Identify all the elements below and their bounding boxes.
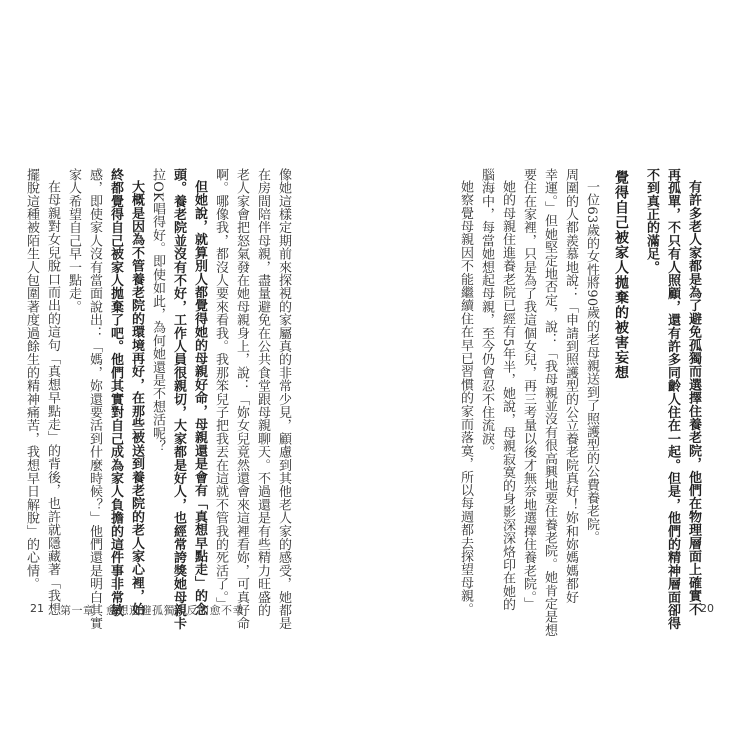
text-column: 在房間陪伴母親，盡量避免在公共食堂跟母親聊天。不過還是有些精力旺盛的 [255, 168, 270, 617]
text-column-emphasis: 大概是因為不管養老院的環境再好，在那些被送到養老院的老人家心裡，始 [129, 180, 144, 616]
page-number: 20 [700, 602, 714, 615]
running-header-chapter: 第一章 愈想逃避孤獨，反而愈不幸 [60, 604, 244, 617]
text-column: 一位63歲的女性將90歲的老母親送到了照護型的公費養老院。 [584, 180, 599, 544]
right-page [375, 0, 750, 750]
text-column: 拉OK唱得好。即使如此，為何她還是不想活呢？ [150, 168, 165, 453]
section-heading: 覺得自己被家人拋棄的被害妄想 [613, 170, 629, 380]
text-column-emphasis: 有許多老人家都是為了避免孤獨而選擇住養老院，他們在物理層面上確實不 [686, 180, 701, 616]
text-column: 要住在家裡，只是為了我這個女兒，再三考量以後才無奈地選擇住養老院。」 [521, 168, 536, 611]
page-number: 21 [30, 602, 44, 615]
text-column: 老人家會把怒氣發在她母親身上，說：「妳女兒竟然還會來這裡看妳，可真好命 [234, 168, 249, 630]
text-column: 周圍的人都羨慕地說：「申請到照護型的公立養老院真好！妳和妳媽媽都好 [563, 168, 578, 604]
text-column: 像她這樣定期前來探視的家屬真的非常少見，顧慮到其他老人家的感受，她都是 [276, 168, 291, 630]
text-column: 幸運。」但她堅定地否定，說：「我母親並沒有很高興地要住養老院。她肯定是想 [542, 168, 557, 637]
text-column-emphasis: 但她說，就算別人都覺得她的母親好命，母親還是會有「真想早點走」的念 [192, 180, 207, 616]
text-column-emphasis: 不到真正的滿足。 [644, 168, 659, 274]
text-column-emphasis: 頭。養老院並沒有不好，工作人員很親切，大家都是好人，也經常誇獎她母親卡 [171, 168, 186, 630]
text-column: 感，即使家人沒有當面說出：「媽，妳還要活到什麼時候？」他們還是明白其實 [87, 168, 102, 630]
text-column-emphasis: 再孤單，不只有人照顧，還有許多同齡人住在一起。但是，他們的精神層面卻得 [665, 168, 680, 630]
text-column: 在母親對女兒脫口而出的這句「真想早點走」的背後，也許就隱藏著「我想 [45, 180, 60, 616]
text-column: 家人希望自己早一點走。 [66, 168, 81, 314]
text-column: 腦海中，每當她想起母親，至今仍會忍不住流淚。 [479, 168, 494, 459]
text-column-emphasis: 終都覺得自己被家人拋棄了吧。他們其實對自己成為家人負擔的這件事非常敏 [108, 168, 123, 617]
text-column: 啊。哪像我，都沒人要來看我。我那笨兒子把我丟在這就不管我的死活了。」 [213, 168, 228, 611]
text-column: 她的母親住進養老院已經有5年半，她說，母親寂寞的身影深深烙印在她的 [500, 180, 515, 611]
text-column: 擺脫這種被陌生人包圍著度過餘生的精神痛苦，我想早日解脫」的心情。 [24, 168, 39, 591]
text-column: 她察覺母親因不能繼續住在早已習慣的家而落寞，所以每週都去探望母親。 [458, 180, 473, 616]
